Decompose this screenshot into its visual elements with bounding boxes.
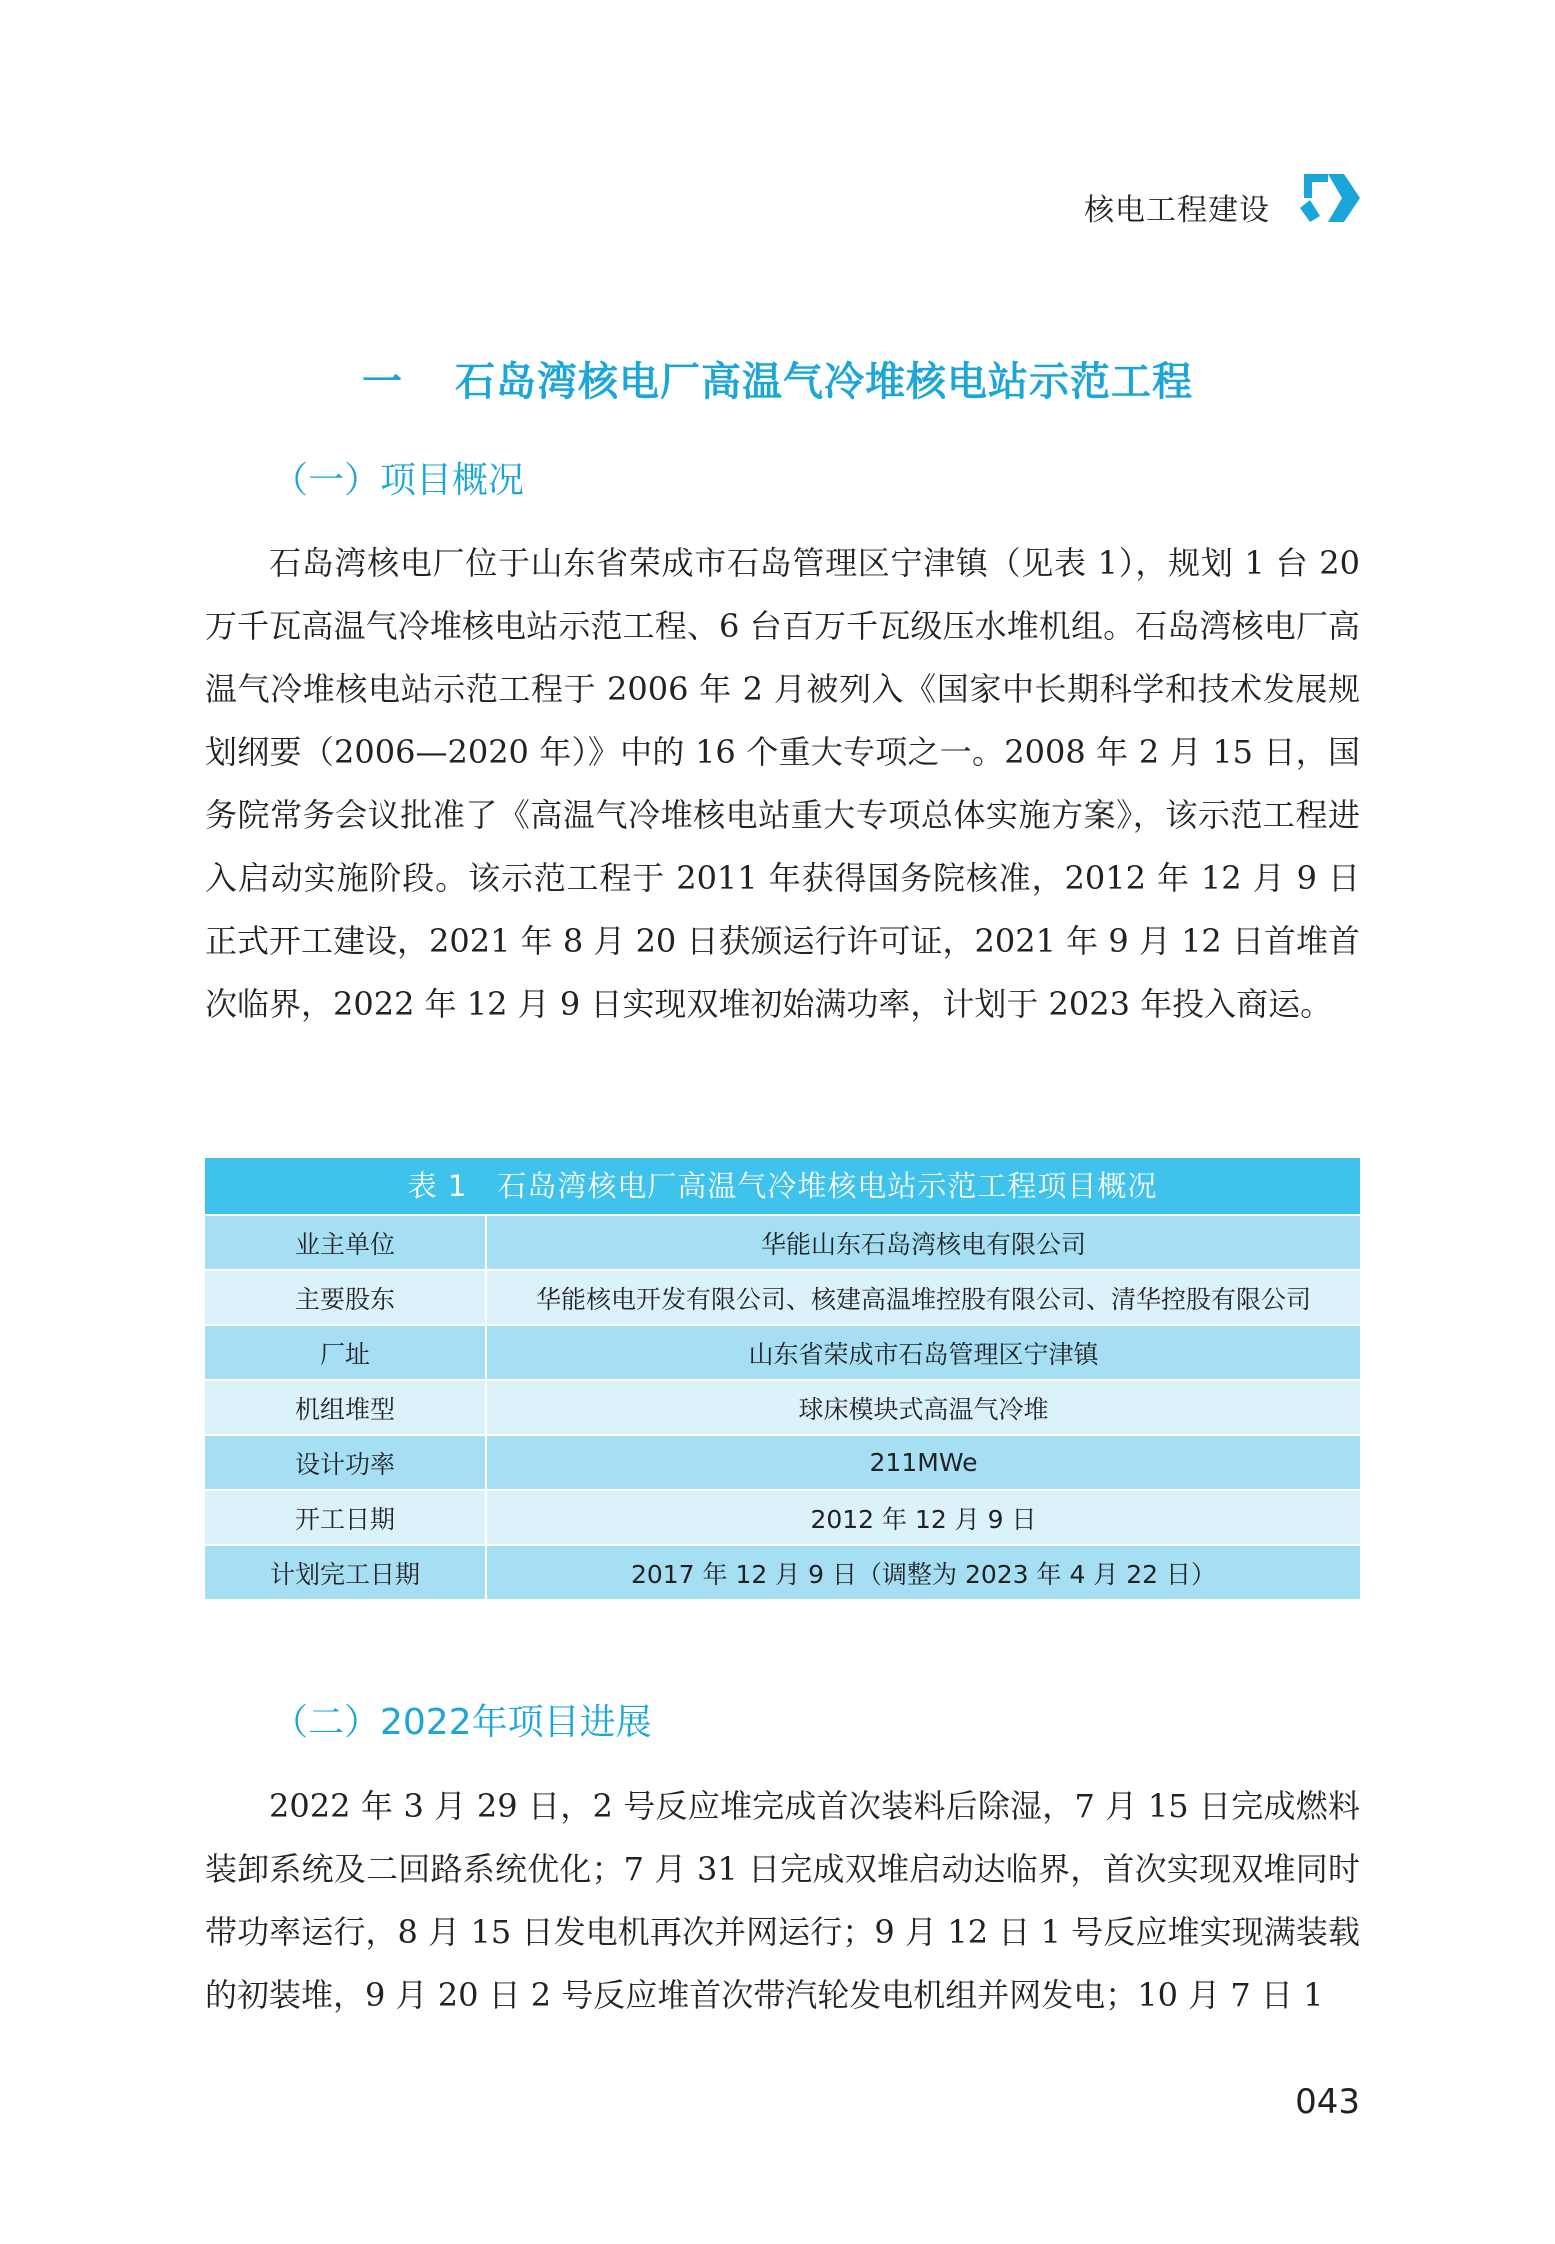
chapter-number: 一 — [362, 359, 403, 405]
chapter-title — [0, 350, 1555, 407]
table-cell-value: 山东省荣成市石岛管理区宁津镇 — [486, 1325, 1360, 1380]
section-heading-overview: （一）项目概况 — [272, 460, 525, 501]
table-cell-value: 2017 年 12 月 9 日（调整为 2023 年 4 月 22 日） — [486, 1545, 1360, 1599]
chapter-title-text: 石岛湾核电厂高温气冷堆核电站示范工程 — [455, 359, 1193, 405]
project-overview-table — [205, 1158, 1360, 1599]
table-row — [205, 1490, 1360, 1545]
table-cell-value: 华能山东石岛湾核电有限公司 — [486, 1215, 1360, 1270]
table-cell-label: 设计功率 — [205, 1435, 486, 1490]
table-row — [205, 1215, 1360, 1270]
overview-paragraph: 石岛湾核电厂位于山东省荣成市石岛管理区宁津镇（见表 1），规划 1 台 20 万千瓦高温气冷堆核电站示范工程、6 台百万千瓦级压水堆机组。石岛湾核电厂高温气冷堆核电站示范工程于 2006 年 2 月被列入《国家中长期科学和技术发展规划纲要（2006—2020 年）》中的 16 个重大专项之一。2008 年 2 月 15 日，国务院常务会议批准了《高温气冷堆核电站重大专项总体实施方案》，该示范工程进入启动实施阶段。该示范工程于 2011 年获得国务院核准，2012 年 12 月 9 日正式开工建设，2021 年 8 月 20 日获颁运行许可证，2021 年 9 月 12 日首堆首次临界，2022 年 12 月 9 日实现双堆初始满功率，计划于 2023 年投入商运。 — [205, 544, 1360, 1023]
table-row — [205, 1325, 1360, 1380]
table-cell-label: 机组堆型 — [205, 1380, 486, 1435]
table-row — [205, 1270, 1360, 1325]
table-row — [205, 1545, 1360, 1599]
table-row — [205, 1380, 1360, 1435]
table-caption: 表 1 石岛湾核电厂高温气冷堆核电站示范工程项目概况 — [205, 1158, 1360, 1214]
table-cell-value: 211MWe — [486, 1435, 1360, 1490]
table-row — [205, 1435, 1360, 1490]
table-cell-label: 开工日期 — [205, 1490, 486, 1545]
section-heading-progress: （二）2022年项目进展 — [272, 1702, 652, 1743]
page-number: 043 — [1295, 2082, 1360, 2122]
table-cell-value: 2012 年 12 月 9 日 — [486, 1490, 1360, 1545]
table-cell-value: 球床模块式高温气冷堆 — [486, 1380, 1360, 1435]
table-cell-value: 华能核电开发有限公司、核建高温堆控股有限公司、清华控股有限公司 — [486, 1270, 1360, 1325]
chapter-arrow-logo-icon — [1298, 168, 1362, 228]
table-body — [205, 1215, 1360, 1599]
table-cell-label: 计划完工日期 — [205, 1545, 486, 1599]
progress-paragraph: 2022 年 3 月 29 日，2 号反应堆完成首次装料后除湿，7 月 15 日完成燃料装卸系统及二回路系统优化；7 月 31 日完成双堆启动达临界，首次实现双堆同时带功率运行，8 月 15 日发电机再次并网运行；9 月 12 日 1 号反应堆实现满装载的初装堆，9 月 20 日 2 号反应堆首次带汽轮发电机组并网发电；10 月 7 日 1 — [205, 1787, 1360, 2014]
table-cell-label: 厂址 — [205, 1325, 486, 1380]
running-header-title: 核电工程建设 — [1084, 193, 1270, 228]
table-cell-label: 业主单位 — [205, 1215, 486, 1270]
table-cell-label: 主要股东 — [205, 1270, 486, 1325]
